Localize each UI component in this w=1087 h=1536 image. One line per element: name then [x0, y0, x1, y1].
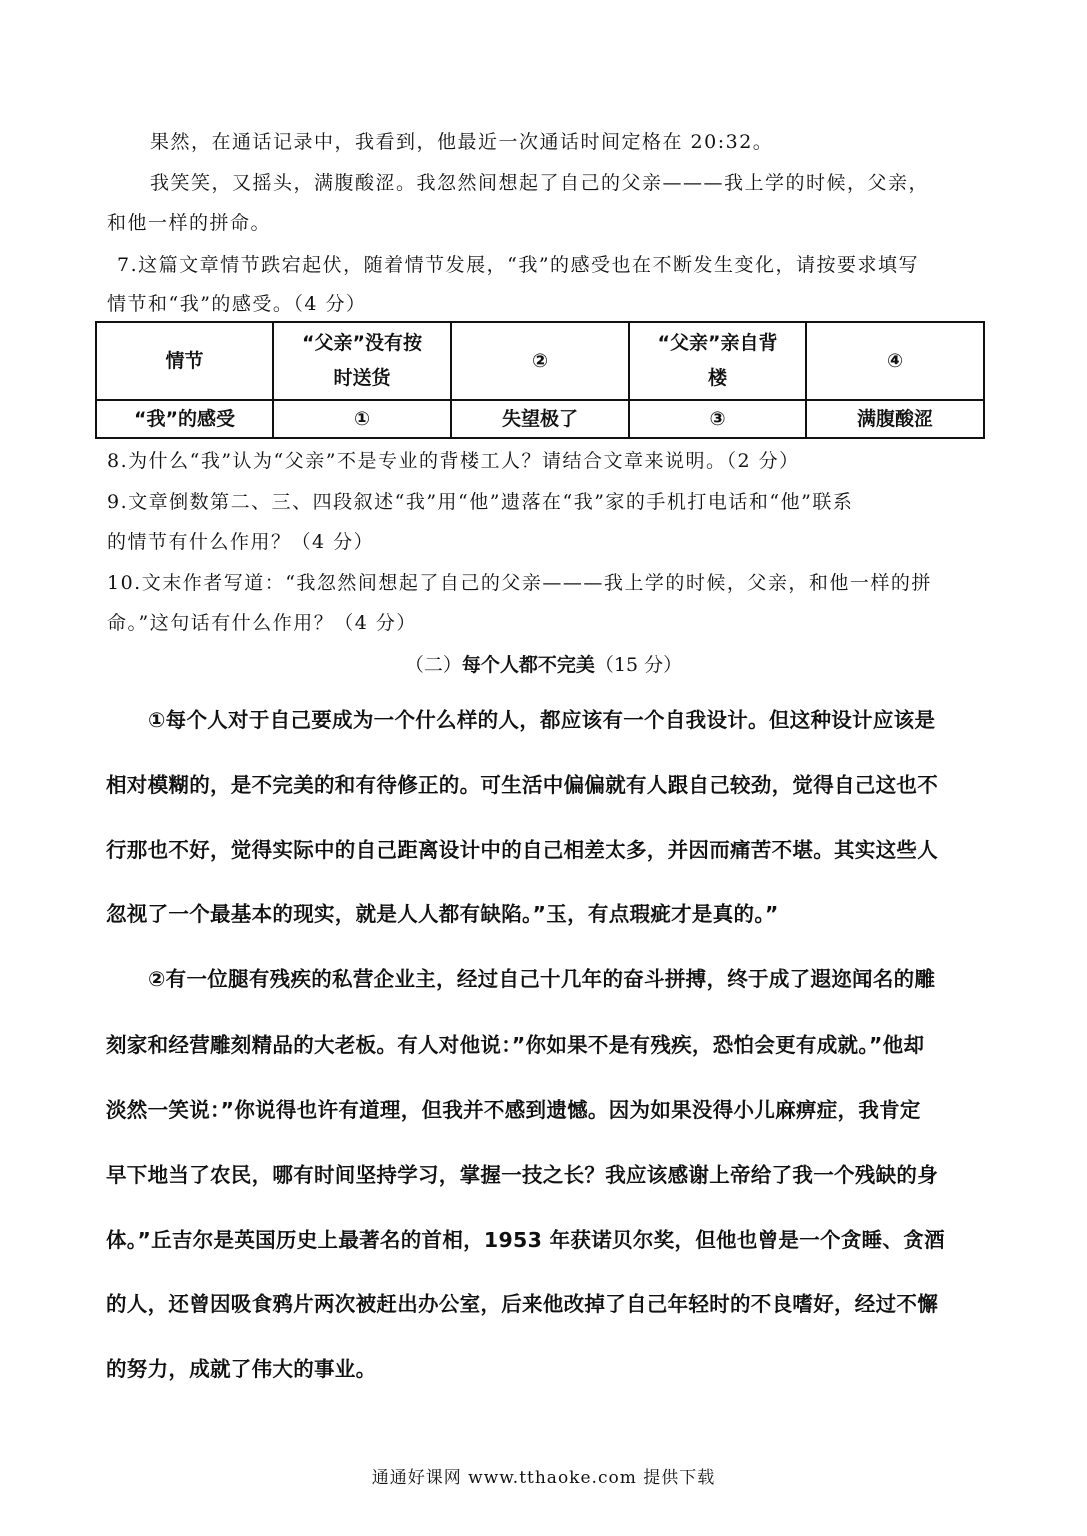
question-8: 8.为什么“我”认为“父亲”不是专业的背楼工人？请结合文章来说明。（2 分） [107, 450, 800, 472]
table-cell-feeling-3: ③ [629, 400, 806, 438]
table-cell-text: 楼 [707, 367, 727, 389]
table-cell-plot-3 [629, 322, 806, 400]
table-header-plot: 情节 [96, 322, 273, 400]
story-line-1: 果然，在通话记录中，我看到，他最近一次通话时间定格在 20:32。 [150, 131, 774, 153]
table-cell-text: 时送货 [333, 367, 391, 389]
section-title-score: （15 分） [594, 654, 683, 676]
section-title [0, 650, 1087, 677]
question-10-line-2: 命。”这句话有什么作用？（4 分） [107, 612, 417, 634]
plot-feeling-table [95, 321, 985, 439]
table-cell-plot-2: ② [451, 322, 629, 400]
essay-p2-line-7: 的努力，成就了伟大的事业。 [106, 1357, 377, 1381]
essay-p1-line-2: 相对模糊的，是不完美的和有待修正的。可生活中偏偏就有人跟自己较劲，觉得自己这也不 [106, 773, 938, 797]
essay-p2-line-5: 体。”丘吉尔是英国历史上最著名的首相，1953 年获诺贝尔奖，但他也曾是一个贪睡、贪酒 [106, 1228, 945, 1252]
table-cell-text: “父亲”亲自背 [657, 332, 778, 354]
essay-p2-line-6: 的人，还曾因吸食鸦片两次被赶出办公室，后来他改掉了自己年轻时的不良嗜好，经过不懈 [106, 1292, 938, 1316]
table-cell-text: “父亲”没有按 [302, 332, 422, 354]
story-line-2: 我笑笑，又摇头，满腹酸涩。我忽然间想起了自己的父亲———我上学的时候，父亲， [150, 172, 930, 194]
table-header-feeling: “我”的感受 [96, 400, 273, 438]
essay-p2-line-4: 早下地当了农民，哪有时间坚持学习，掌握一技之长？我应该感谢上帝给了我一个残缺的身 [106, 1163, 938, 1187]
section-title-text: 每个人都不完美 [461, 654, 595, 676]
essay-p2-line-2: 刻家和经营雕刻精品的大老板。有人对他说：”你如果不是有残疾，恐怕会更有成就。”他却 [106, 1033, 925, 1057]
table-row-plot [96, 322, 984, 400]
essay-p1-line-3: 行那也不好，觉得实际中的自己距离设计中的自己相差太多，并因而痛苦不堪。其实这些人 [106, 838, 938, 862]
table-cell-feeling-4: 满腹酸涩 [806, 400, 984, 438]
essay-p2-line-1: ②有一位腿有残疾的私营企业主，经过自己十几年的奋斗拼搏，终于成了遐迩闻名的雕 [148, 967, 936, 991]
question-7-line-1: 7.这篇文章情节跌宕起伏，随着情节发展，“我”的感受也在不断发生变化，请按要求填写 [117, 254, 920, 276]
question-10-line-1: 10.文末作者写道：“我忽然间想起了自己的父亲———我上学的时候，父亲，和他一样的拼 [107, 572, 932, 594]
table-row-feeling [96, 400, 984, 438]
question-9-line-1: 9.文章倒数第二、三、四段叙述“我”用“他”遗落在“我”家的手机打电话和“他”联系 [107, 491, 854, 513]
story-line-3: 和他一样的拼命。 [107, 212, 272, 234]
section-title-prefix: （二） [404, 654, 462, 676]
essay-p1-line-4: 忽视了一个最基本的现实，就是人人都有缺陷。”玉，有点瑕疵才是真的。” [106, 902, 779, 926]
table-cell-plot-4: ④ [806, 322, 984, 400]
table-cell-plot-1 [273, 322, 451, 400]
question-9-line-2: 的情节有什么作用？（4 分） [107, 531, 375, 553]
question-7-line-2: 情节和“我”的感受。（4 分） [107, 293, 367, 315]
essay-p1-line-1: ①每个人对于自己要成为一个什么样的人，都应该有一个自我设计。但这种设计应该是 [148, 708, 936, 732]
page-footer: 通通好课网 www.tthaoke.com 提供下载 [371, 1468, 716, 1488]
table-cell-feeling-1: ① [273, 400, 451, 438]
table-cell-feeling-2: 失望极了 [451, 400, 629, 438]
essay-p2-line-3: 淡然一笑说：”你说得也许有道理，但我并不感到遗憾。因为如果没得小儿麻痹症，我肯定 [106, 1098, 921, 1122]
